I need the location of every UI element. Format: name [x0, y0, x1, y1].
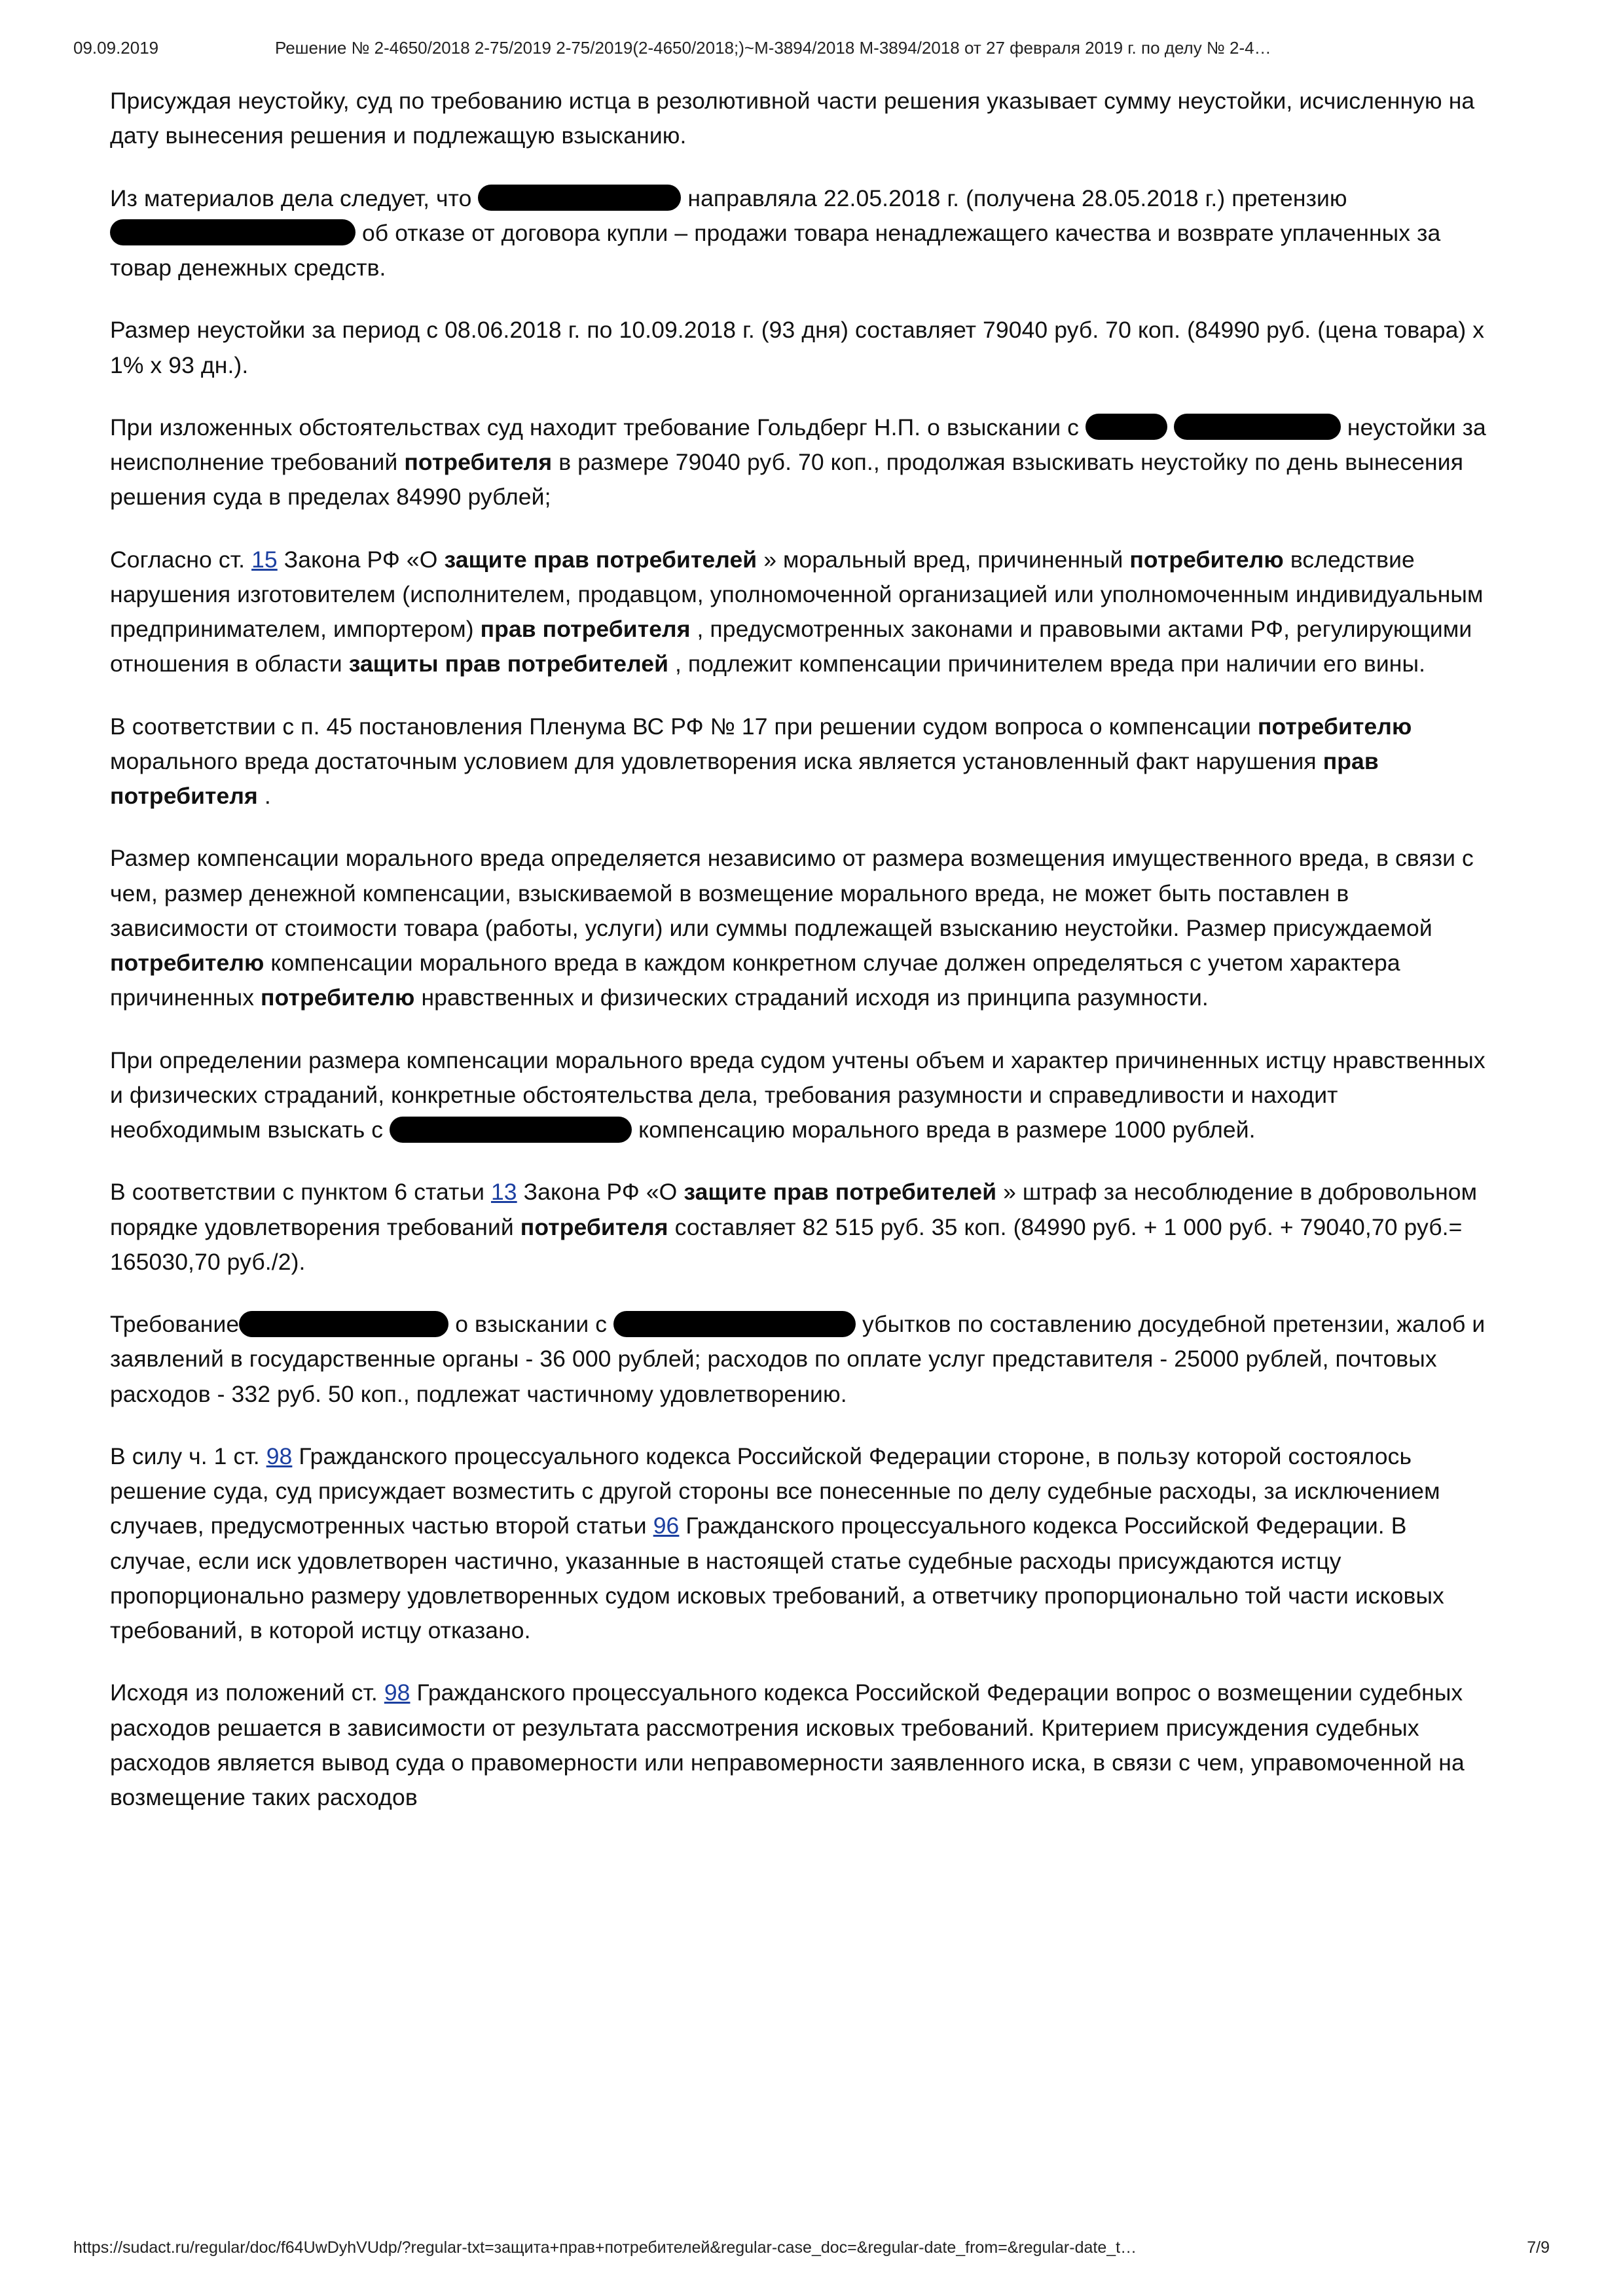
paragraph-4	[110, 410, 1491, 515]
redaction-block	[613, 1311, 856, 1337]
paragraph-2-text-c: об отказе от договора купли – продажи товара ненадлежащего качества и возврате уплаченных за товар денежных средств.	[110, 219, 1441, 281]
document-body	[110, 84, 1491, 1815]
header-title: Решение № 2-4650/2018 2-75/2019 2-75/2019(2-4650/2018;)~М-3894/2018 М-3894/2018 от 27 февраля 2019 г. по делу № 2-4…	[275, 38, 1271, 58]
paragraph-10	[110, 1307, 1491, 1412]
paragraph-7-text-c: нравственных и физических страданий исходя из принципа разумности.	[421, 984, 1209, 1011]
paragraph-9-text-c: » штраф за несоблюдение в добровольном порядке удовлетворения требований	[110, 1179, 1478, 1240]
paragraph-5-text-b: Закона РФ «О	[283, 546, 438, 573]
paragraph-6-text-c: .	[264, 783, 271, 809]
paragraph-2-text-b: направляла 22.05.2018 г. (получена 28.05.2018 г.) претензию	[687, 185, 1347, 211]
paragraph-7	[110, 841, 1491, 1015]
paragraph-11	[110, 1439, 1491, 1649]
paragraph-7-bold-1: потребителю	[110, 950, 264, 976]
paragraph-6-bold-1: потребителю	[1257, 713, 1412, 740]
paragraph-6-text-b: морального вреда достаточным условием для удовлетворения иска является установленный факт нарушения	[110, 747, 1317, 774]
paragraph-12-text-b: Гражданского процессуального кодекса Российской Федерации вопрос о возмещении судебных расходов решается в зависимости от результата рассмотрения исковых требований. Критерием присуждения судебных расходов является вывод суда о правомерности или неправомерности заявленного иска, в связи с чем, управомоченной на возмещение таких расходов	[110, 1679, 1465, 1810]
paragraph-4-text-a: При изложенных обстоятельствах суд находит требование Гольдберг Н.П. о взыскании с	[110, 414, 1080, 440]
paragraph-5	[110, 543, 1491, 682]
paragraph-10-text-b: о взыскании с	[455, 1311, 608, 1337]
header-date: 09.09.2019	[73, 38, 159, 58]
paragraph-6-bold-2: прав потребителя	[110, 747, 1379, 809]
paragraph-4-text-b: неустойки за неисполнение требований	[110, 414, 1486, 475]
paragraph-11-text-a: В силу ч. 1 ст.	[110, 1443, 260, 1469]
paragraph-2	[110, 181, 1491, 286]
paragraph-1	[110, 84, 1491, 154]
law-article-link-15[interactable]: 15	[251, 546, 278, 573]
redaction-block	[1085, 414, 1167, 440]
paragraph-4-text-c: в размере 79040 руб. 70 коп., продолжая взыскивать неустойку по день вынесения решения суда в пределах 84990 рублей;	[110, 449, 1464, 511]
paragraph-5-bold-3: прав потребителя	[480, 616, 691, 642]
paragraph-9-bold-2: потребителя	[520, 1213, 668, 1240]
paragraph-5-text-f: , подлежит компенсации причинителем вреда при наличии его вины.	[675, 651, 1426, 677]
law-article-link-98-second[interactable]: 98	[384, 1679, 410, 1706]
paragraph-8-text-b: компенсацию морального вреда в размере 1000 рублей.	[638, 1117, 1256, 1143]
paragraph-7-text-b: компенсации морального вреда в каждом конкретном случае должен определяться с учетом характера причиненных	[110, 950, 1400, 1011]
law-article-link-98[interactable]: 98	[266, 1443, 293, 1469]
paragraph-9-bold-1: защите прав потребителей	[684, 1179, 997, 1206]
paragraph-7-text-a: Размер компенсации морального вреда определяется независимо от размера возмещения имущественного вреда, в связи с чем, размер денежной компенсации, взыскиваемой в возмещение морального вреда, не может быть поставлен в зависимости от стоимости товара (работы, услуги) или суммы подлежащей взысканию неустойки. Размер присуждаемой	[110, 845, 1474, 941]
paragraph-5-bold-2: потребителю	[1129, 546, 1284, 573]
redaction-block	[110, 219, 356, 245]
redaction-block	[1174, 414, 1341, 440]
paragraph-10-text-c: убытков по составлению досудебной претензии, жалоб и заявлений в государственные органы - 36 000 рублей; расходов по оплате услуг представителя - 25000 рублей, почтовых расходов - 332 руб. 50 коп., подлежат частичному удовлетворению.	[110, 1311, 1486, 1407]
paragraph-5-bold-1: защите прав потребителей	[444, 546, 757, 573]
page-footer	[0, 2238, 1623, 2262]
page-header	[0, 38, 1623, 64]
redaction-block	[239, 1311, 448, 1337]
paragraph-7-bold-2: потребителю	[261, 984, 415, 1011]
paragraph-9	[110, 1175, 1491, 1280]
paragraph-9-text-b: Закона РФ «О	[523, 1179, 678, 1206]
paragraph-8	[110, 1043, 1491, 1148]
paragraph-6-text-a: В соответствии с п. 45 постановления Пленума ВС РФ № 17 при решении судом вопроса о компенсации	[110, 713, 1251, 740]
paragraph-6	[110, 709, 1491, 814]
paragraph-5-bold-4: защиты прав потребителей	[348, 651, 669, 677]
paragraph-9-text-d: составляет 82 515 руб. 35 коп. (84990 руб. + 1 000 руб. + 79040,70 руб.= 165030,70 руб./2).	[110, 1213, 1463, 1275]
paragraph-5-text-e: , предусмотренных законами и правовыми актами РФ, регулирующими отношения в области	[110, 616, 1472, 677]
paragraph-12-text-a: Исходя из положений ст.	[110, 1679, 378, 1706]
footer-page-number: 7/9	[1527, 2238, 1550, 2257]
paragraph-4-bold: потребителя	[404, 449, 553, 475]
law-article-link-96[interactable]: 96	[653, 1513, 680, 1539]
paragraph-11-text-c: Гражданского процессуального кодекса Российской Федерации. В случае, если иск удовлетворен частично, указанные в настоящей статье судебные расходы присуждаются истцу пропорционально размеру удовлетворенных судом исковых требований, а ответчику пропорционально той части исковых требований, в которой истцу отказано.	[110, 1513, 1444, 1643]
paragraph-9-text-a: В соответствии с пунктом 6 статьи	[110, 1179, 484, 1206]
redaction-block	[390, 1117, 632, 1143]
paragraph-3-text: Размер неустойки за период с 08.06.2018 г. по 10.09.2018 г. (93 дня) составляет 79040 руб. 70 коп. (84990 руб. (цена товара) х 1% х 93 дн.).	[110, 317, 1485, 378]
paragraph-10-text-a: Требование	[110, 1311, 240, 1337]
paragraph-1-text: Присуждая неустойку, суд по требованию истца в резолютивной части решения указывает сумму неустойки, исчисленную на дату вынесения решения и подлежащую взысканию.	[110, 88, 1475, 149]
law-article-link-13[interactable]: 13	[490, 1179, 517, 1206]
paragraph-5-text-c: » моральный вред, причиненный	[763, 546, 1123, 573]
paragraph-3	[110, 313, 1491, 383]
footer-url: https://sudact.ru/regular/doc/f64UwDyhVUdp/?regular-txt=защита+прав+потребителей&regular-case_doc=&regular-date_from=&regular-date_t…	[73, 2238, 1137, 2257]
paragraph-11-text-b: Гражданского процессуального кодекса Российской Федерации стороне, в пользу которой состоялось решение суда, суд присуждает возместить с другой стороны все понесенные по делу судебные расходы, за исключением случаев, предусмотренных частью второй статьи	[110, 1443, 1440, 1539]
paragraph-8-text-a: При определении размера компенсации морального вреда судом учтены объем и характер причиненных истцу нравственных и физических страданий, конкретные обстоятельства дела, требования разумности и справедливости и находит необходимым взыскать с	[110, 1047, 1486, 1143]
paragraph-5-text-d: вследствие нарушения изготовителем (исполнителем, продавцом, уполномоченной организацией или уполномоченным индивидуальным предпринимателем, импортером)	[110, 546, 1484, 642]
redaction-block	[478, 185, 681, 211]
paragraph-12	[110, 1676, 1491, 1815]
paragraph-2-text-a: Из материалов дела следует, что	[110, 185, 472, 211]
paragraph-5-text-a: Согласно ст.	[110, 546, 246, 573]
